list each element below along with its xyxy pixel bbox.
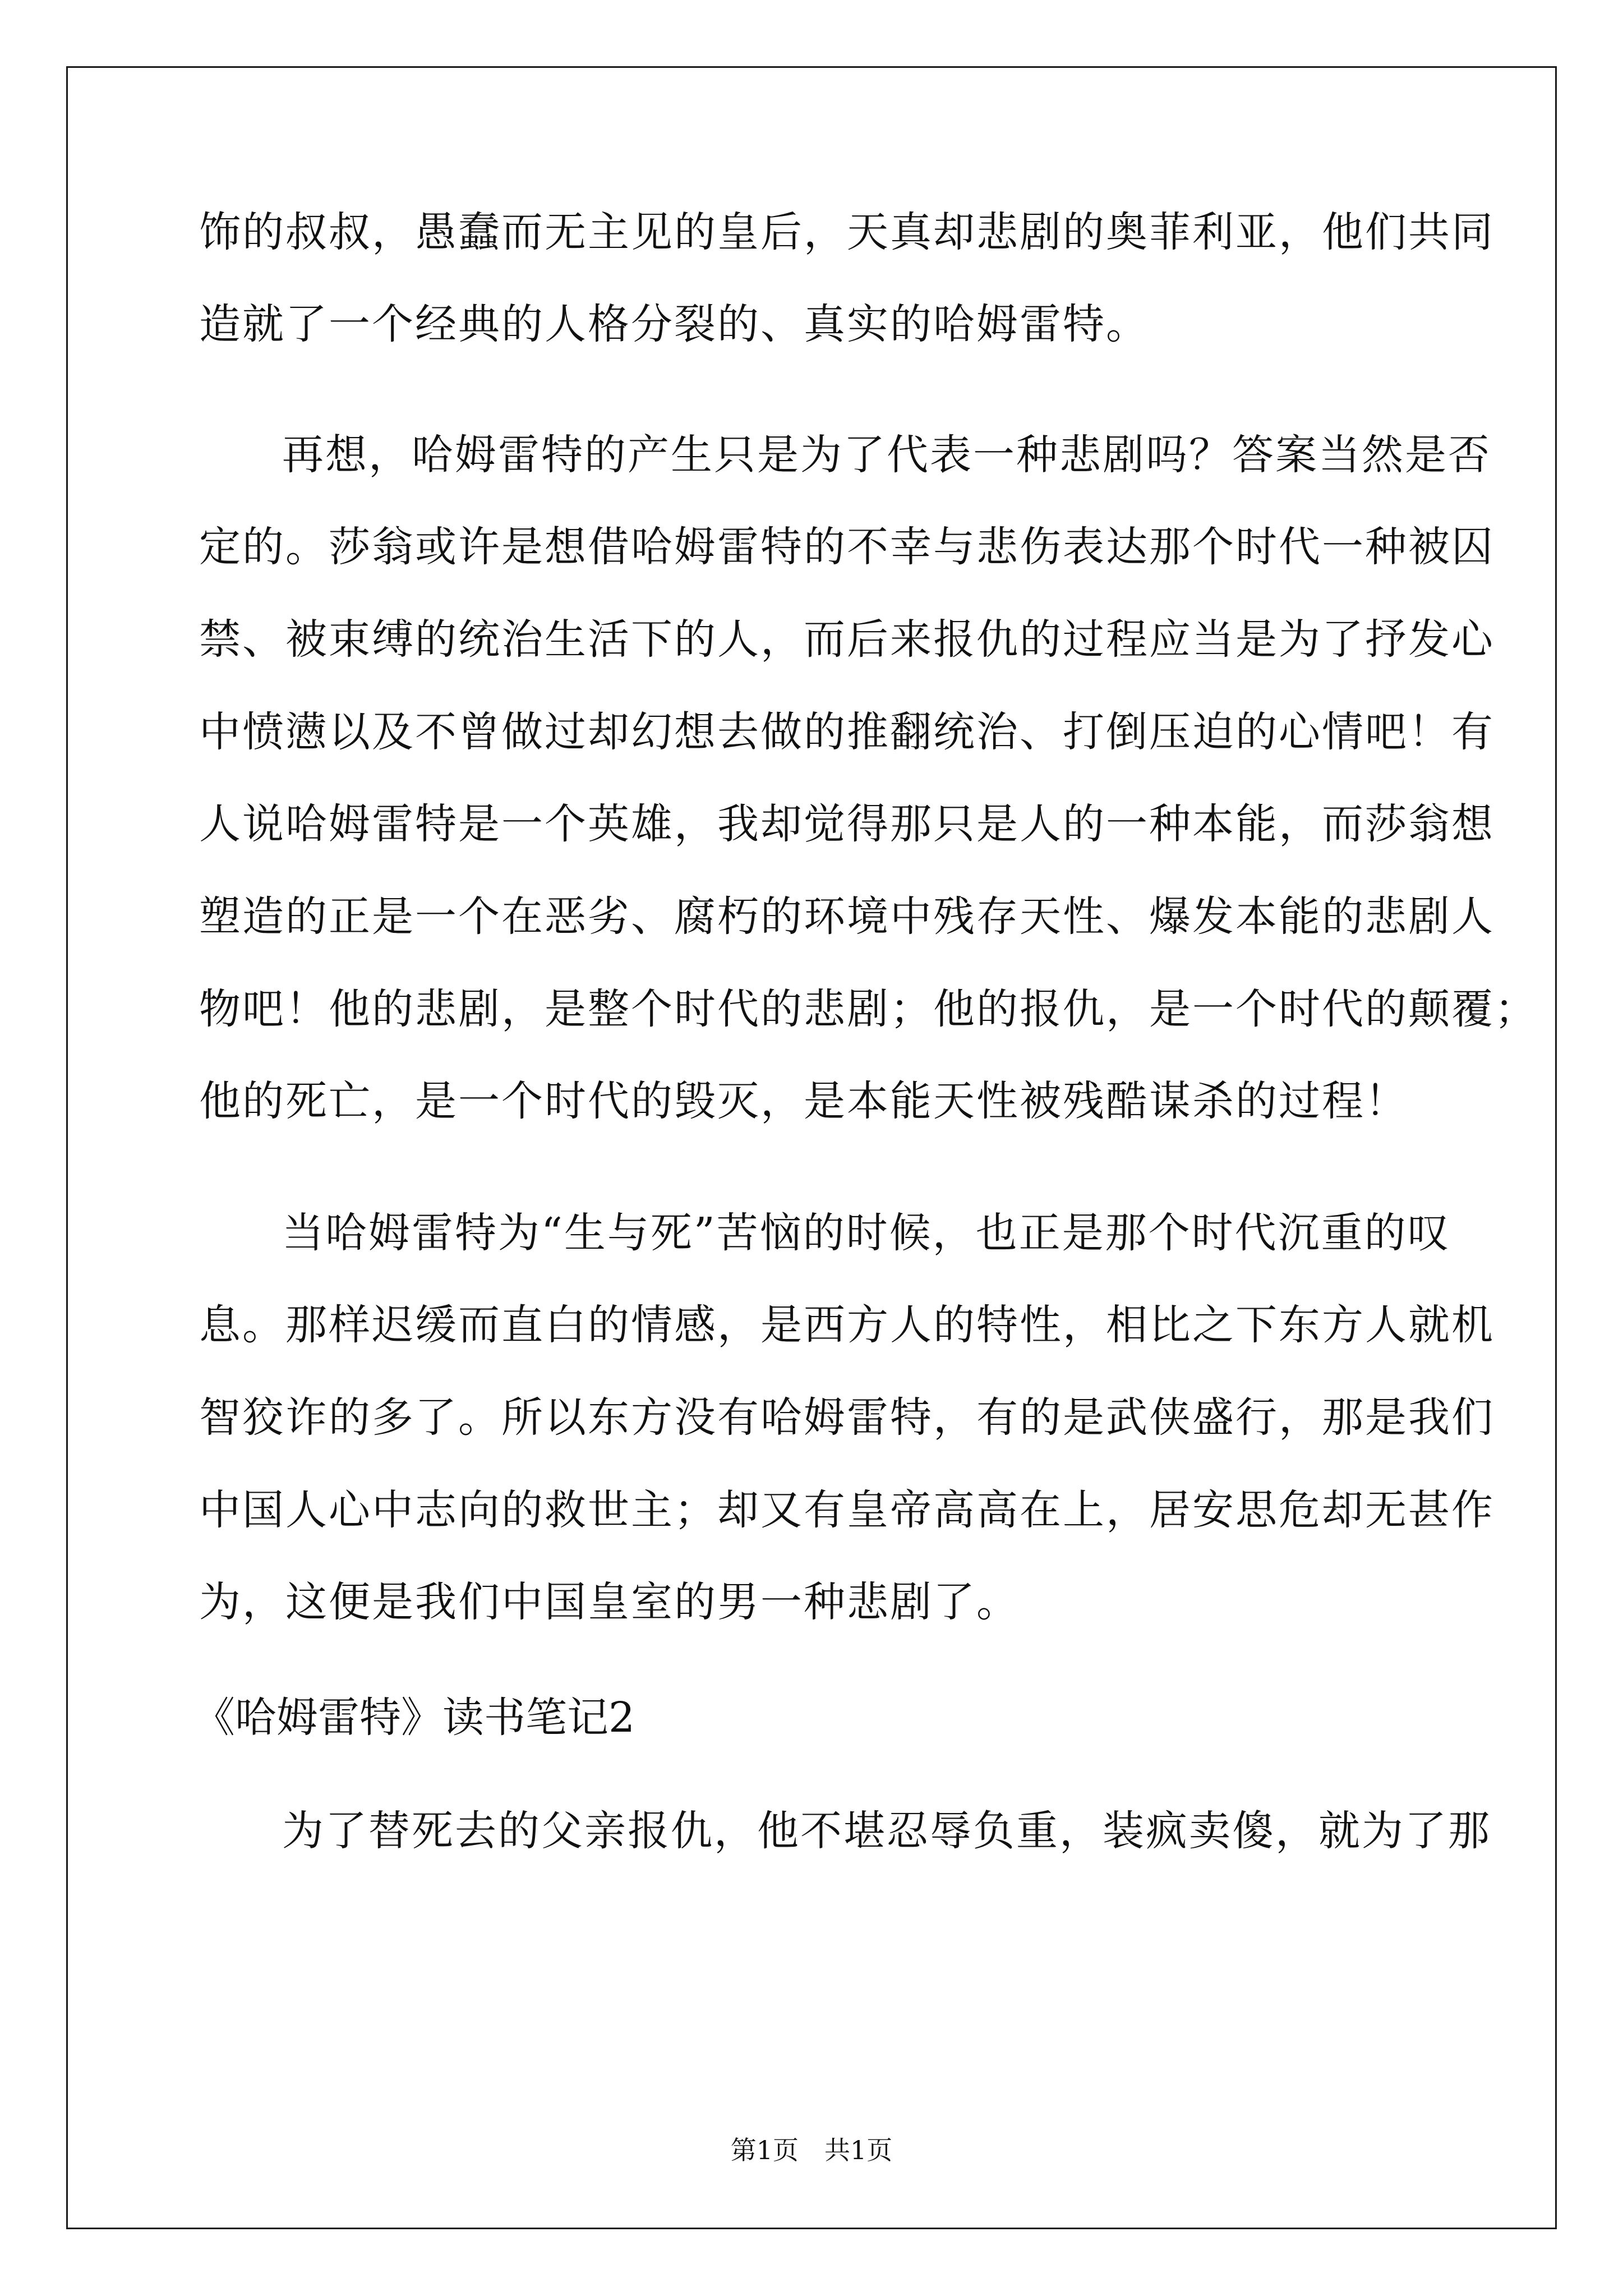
text-line: 造就了一个经典的人格分裂的、真实的哈姆雷特。 (199, 300, 1149, 348)
page-footer: 第1页 共1页 (730, 2135, 893, 2165)
text-line: 中国人心中志向的救世主；却又有皇帝高高在上，居安思危却无甚作 (199, 1486, 1495, 1534)
text-line: 定的。莎翁或许是想借哈姆雷特的不幸与悲伤表达那个时代一种被囚 (199, 523, 1495, 571)
paragraph-start-line: 当哈姆雷特为“生与死”苦恼的时候，也正是那个时代沉重的叹 (282, 1209, 1451, 1257)
text-line: 物吧！他的悲剧，是整个时代的悲剧；他的报仇，是一个时代的颠覆； (199, 985, 1538, 1033)
text-line: 息。那样迟缓而直白的情感，是西方人的特性，相比之下东方人就机 (199, 1301, 1495, 1349)
text-line: 他的死亡，是一个时代的毁灭，是本能天性被残酷谋杀的过程！ (199, 1077, 1408, 1125)
text-line: 禁、被束缚的统治生活下的人，而后来报仇的过程应当是为了抒发心 (199, 615, 1495, 664)
paragraph-start-line: 再想，哈姆雷特的产生只是为了代表一种悲剧吗？答案当然是否 (282, 431, 1491, 479)
paragraph-start-line: 为了替死去的父亲报仇，他不堪忍辱负重，装疯卖傻，就为了那 (282, 1807, 1491, 1855)
section-heading: 《哈姆雷特》读书笔记2 (193, 1694, 635, 1742)
text-line: 人说哈姆雷特是一个英雄，我却觉得那只是人的一种本能，而莎翁想 (199, 800, 1495, 848)
text-line: 饰的叔叔，愚蠢而无主见的皇后，天真却悲剧的奥菲利亚，他们共同 (199, 208, 1495, 256)
text-line: 智狡诈的多了。所以东方没有哈姆雷特，有的是武侠盛行，那是我们 (199, 1393, 1495, 1442)
page-border (66, 66, 1557, 2229)
text-line: 塑造的正是一个在恶劣、腐朽的环境中残存天性、爆发本能的悲剧人 (199, 892, 1495, 941)
text-line: 为，这便是我们中国皇室的男一种悲剧了。 (199, 1578, 1020, 1626)
text-line: 中愤懑以及不曾做过却幻想去做的推翻统治、打倒压迫的心情吧！有 (199, 708, 1495, 756)
